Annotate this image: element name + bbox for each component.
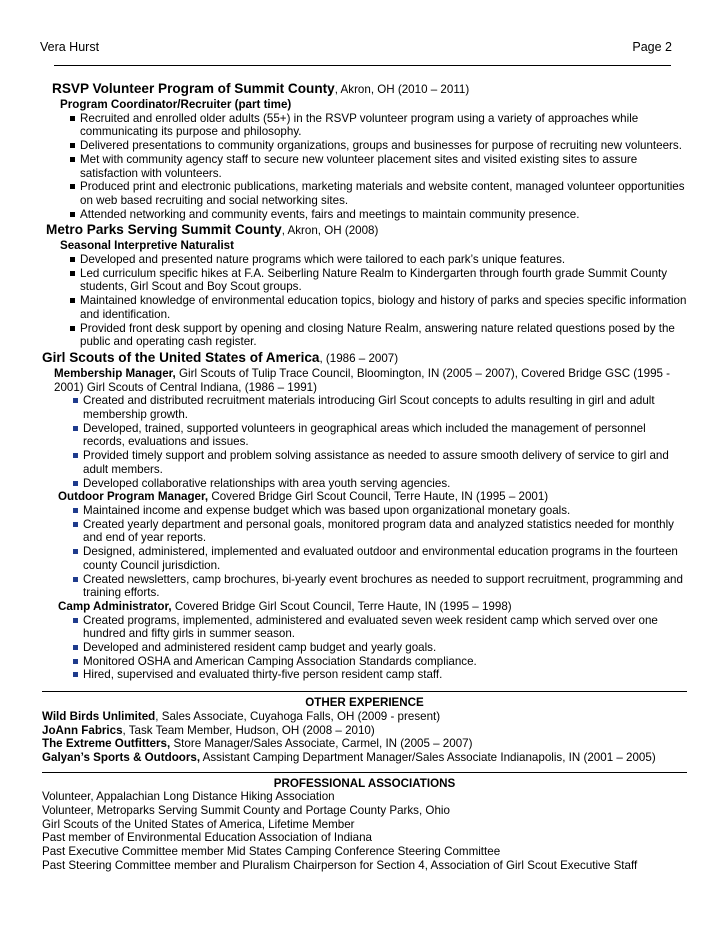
bullet-icon bbox=[73, 453, 78, 458]
camp-bullets bbox=[55, 614, 687, 683]
bullet-text: Monitored OSHA and American Camping Association Standards compliance. bbox=[83, 654, 477, 668]
role-title: Seasonal Interpretive Naturalist bbox=[60, 239, 234, 253]
association-item: Girl Scouts of the United States of America, Lifetime Member bbox=[42, 817, 355, 831]
bullet-icon bbox=[73, 522, 78, 527]
bullet-icon bbox=[70, 184, 75, 189]
section-title: OTHER EXPERIENCE bbox=[305, 696, 424, 710]
bullet-icon bbox=[70, 271, 75, 276]
list-item bbox=[55, 477, 687, 491]
bullet-text: Met with community agency staff to secure new volunteer placement sites and visited existing sites to assure satisfaction with volunteers. bbox=[80, 152, 638, 180]
bullet-icon bbox=[70, 143, 75, 148]
section-divider bbox=[42, 772, 687, 773]
bullet-text: Designed, administered, implemented and evaluated outdoor and environmental education programs in the fourteen county Council jurisdiction. bbox=[83, 545, 678, 572]
section-title: PROFESSIONAL ASSOCIATIONS bbox=[273, 776, 456, 790]
section-other-experience bbox=[42, 691, 687, 765]
association-item: Past Executive Committee member Mid States Camping Conference Steering Committee bbox=[42, 845, 501, 859]
bullet-icon bbox=[73, 659, 78, 664]
org-heading bbox=[42, 349, 687, 367]
role-name: Membership Manager, bbox=[54, 366, 176, 380]
rsvp-bullets bbox=[52, 112, 687, 222]
metro-bullets bbox=[52, 253, 687, 349]
list-item bbox=[52, 153, 687, 180]
bullet-icon bbox=[70, 257, 75, 262]
role-details: Girl Scouts of Tulip Trace Council, Bloomington, IN (2005 – 2007), Covered Bridge GSC (1995 - 2001) Girl Scouts of Central Indiana, (1986 – 1991) bbox=[54, 366, 671, 394]
bullet-text: Created programs, implemented, administered and evaluated seven week resident camp which served over one hundred and fifty girls in summer season. bbox=[83, 613, 658, 641]
section-professional-associations bbox=[42, 772, 687, 873]
bullet-icon bbox=[70, 212, 75, 217]
bullet-icon bbox=[73, 618, 78, 623]
org-name: RSVP Volunteer Program of Summit County bbox=[52, 81, 335, 96]
org-heading bbox=[52, 80, 687, 98]
bullet-text: Created newsletters, camp brochures, bi-yearly event brochures as needed to support recruitment, programming and training efforts. bbox=[83, 572, 683, 600]
list-item bbox=[55, 545, 687, 572]
employer-name: Galyan’s Sports & Outdoors, bbox=[42, 750, 201, 764]
list-item bbox=[55, 504, 687, 518]
bullet-text: Maintained income and expense budget which was based upon organizational monetary goals. bbox=[83, 503, 571, 517]
employer-details: , Task Team Member, Hudson, OH (2008 – 2010) bbox=[122, 723, 375, 737]
role-details: Covered Bridge Girl Scout Council, Terre Haute, IN (1995 – 1998) bbox=[171, 599, 512, 613]
association-item: Volunteer, Metroparks Serving Summit County and Portage County Parks, Ohio bbox=[42, 804, 450, 818]
bullet-icon bbox=[73, 398, 78, 403]
bullet-text: Developed collaborative relationships with area youth serving agencies. bbox=[83, 476, 451, 490]
org-details: , Akron, OH (2008) bbox=[281, 224, 379, 238]
org-details: , Akron, OH (2010 – 2011) bbox=[334, 83, 470, 96]
org-name: Metro Parks Serving Summit County bbox=[46, 222, 282, 238]
employer-details: Store Manager/Sales Associate, Carmel, IN (2005 – 2007) bbox=[170, 737, 473, 751]
outdoor-bullets bbox=[55, 504, 687, 600]
other-item bbox=[42, 751, 687, 765]
bullet-icon bbox=[73, 481, 78, 486]
role-name: Camp Administrator, bbox=[58, 599, 172, 613]
other-item bbox=[42, 724, 687, 738]
other-item bbox=[42, 710, 687, 724]
list-item bbox=[52, 139, 687, 153]
bullet-text: Produced print and electronic publications, marketing materials and website content, managed volunteer opportunities on web based recruiting and social networking sites. bbox=[80, 180, 685, 207]
list-item bbox=[52, 294, 687, 321]
role-details: Covered Bridge Girl Scout Council, Terre Haute, IN (1995 – 2001) bbox=[208, 490, 549, 504]
list-item bbox=[55, 655, 687, 669]
bullet-text: Led curriculum specific hikes at F.A. Seiberling Nature Realm to Kindergarten through fourth grade Summit County students, Girl Scout and Boy Scout groups. bbox=[80, 266, 668, 294]
section-rsvp bbox=[42, 80, 687, 221]
role-title bbox=[54, 367, 687, 394]
role-title: Program Coordinator/Recruiter (part time) bbox=[60, 98, 292, 111]
bullet-text: Provided timely support and problem solving assistance as needed to assure smooth delivery of service to girl and adult members. bbox=[83, 449, 669, 476]
association-item: Volunteer, Appalachian Long Distance Hiking Association bbox=[42, 790, 335, 804]
list-item bbox=[55, 668, 687, 682]
header-rule bbox=[54, 65, 671, 66]
header-page-number: Page 2 bbox=[632, 40, 672, 54]
bullet-icon bbox=[70, 116, 75, 121]
role-title bbox=[58, 600, 687, 614]
bullet-icon bbox=[73, 672, 78, 677]
membership-bullets bbox=[55, 394, 687, 490]
section-girl-scouts bbox=[42, 349, 687, 682]
bullet-text: Developed and administered resident camp budget and yearly goals. bbox=[83, 641, 437, 655]
other-item bbox=[42, 737, 687, 751]
org-details: , (1986 – 2007) bbox=[319, 351, 399, 365]
bullet-text: Developed, trained, supported volunteers in geographical areas which included the management of personnel records, evaluations and issues. bbox=[83, 421, 646, 449]
bullet-icon bbox=[73, 645, 78, 650]
bullet-icon bbox=[70, 326, 75, 331]
list-item bbox=[52, 267, 687, 294]
bullet-text: Delivered presentations to community organizations, groups and businesses for purpose of recruiting new volunteers. bbox=[80, 139, 682, 153]
bullet-icon bbox=[73, 577, 78, 582]
bullet-icon bbox=[70, 157, 75, 162]
association-item: Past member of Environmental Education Association of Indiana bbox=[42, 831, 372, 845]
bullet-text: Developed and presented nature programs which were tailored to each park’s unique features. bbox=[80, 253, 566, 267]
bullet-text: Maintained knowledge of environmental education topics, biology and history of parks and species specific information and identification. bbox=[80, 294, 687, 321]
org-name: Girl Scouts of the United States of America bbox=[42, 349, 320, 365]
list-item bbox=[52, 253, 687, 267]
list-item bbox=[55, 641, 687, 655]
list-item bbox=[52, 322, 687, 349]
list-item bbox=[55, 449, 687, 476]
resume-content bbox=[42, 80, 687, 873]
list-item bbox=[55, 422, 687, 449]
list-item bbox=[52, 180, 687, 207]
list-item bbox=[55, 518, 687, 545]
bullet-text: Hired, supervised and evaluated thirty-five person resident camp staff. bbox=[83, 668, 443, 682]
bullet-text: Created yearly department and personal goals, monitored program data and analyzed statistics needed for monthly and end of year reports. bbox=[83, 517, 674, 545]
employer-details: , Sales Associate, Cuyahoga Falls, OH (2009 - present) bbox=[155, 709, 441, 723]
bullet-text: Recruited and enrolled older adults (55+) in the RSVP volunteer program using a variety of approaches while communicating its purpose and philosophy. bbox=[80, 111, 639, 139]
bullet-text: Created and distributed recruitment materials introducing Girl Scout concepts to adults resulting in girl and adult membership growth. bbox=[83, 394, 655, 422]
employer-name: JoAnn Fabrics bbox=[42, 723, 123, 737]
bullet-icon bbox=[73, 426, 78, 431]
list-item bbox=[52, 112, 687, 139]
role-title bbox=[58, 490, 687, 504]
role-name: Outdoor Program Manager, bbox=[58, 490, 209, 504]
list-item bbox=[55, 573, 687, 600]
section-divider bbox=[42, 691, 687, 692]
employer-name: The Extreme Outfitters, bbox=[42, 737, 171, 751]
employer-name: Wild Birds Unlimited bbox=[42, 709, 156, 723]
bullet-icon bbox=[73, 508, 78, 513]
employer-details: Assistant Camping Department Manager/Sales Associate Indianapolis, IN (2001 – 2005) bbox=[200, 750, 656, 764]
association-item: Past Steering Committee member and Pluralism Chairperson for Section 4, Association of Girl Scout Executive Staff bbox=[42, 858, 638, 872]
bullet-text: Attended networking and community events, fairs and meetings to maintain community presence. bbox=[80, 207, 580, 221]
header-name: Vera Hurst bbox=[40, 40, 100, 54]
bullet-icon bbox=[73, 549, 78, 554]
bullet-text: Provided front desk support by opening and closing Nature Realm, answering nature related questions posed by the public and operating cash register. bbox=[80, 321, 675, 349]
bullet-icon bbox=[70, 298, 75, 303]
org-heading bbox=[46, 221, 687, 239]
list-item bbox=[55, 394, 687, 421]
list-item bbox=[52, 208, 687, 222]
list-item bbox=[55, 614, 687, 641]
section-metro-parks bbox=[42, 221, 687, 349]
